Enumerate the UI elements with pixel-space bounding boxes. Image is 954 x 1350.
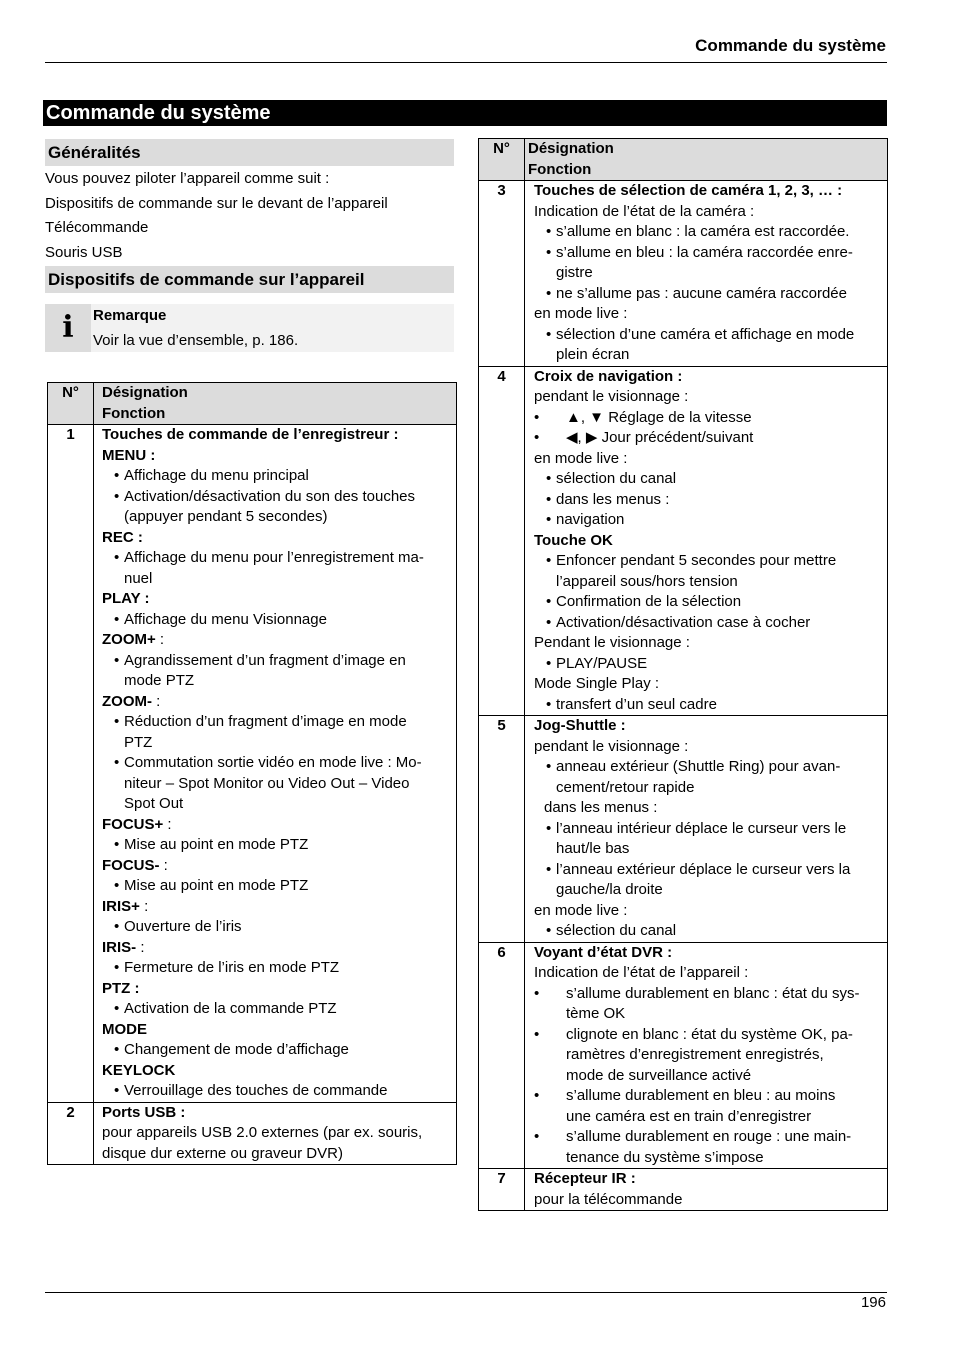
bullet-item: • Réduction d’un fragment d’image en mode — [102, 712, 456, 733]
bullet-item: • Confirmation de la sélection — [534, 592, 887, 613]
row-content — [525, 181, 888, 367]
bullet-continuation: nuel — [124, 569, 153, 587]
row-number: 1 — [48, 425, 94, 1103]
bullet-item: • clignote en blanc : état du système OK, pa- — [534, 1025, 887, 1046]
table-row — [479, 181, 888, 367]
bullet-continuation: une caméra est en train d’enregistrer — [566, 1107, 812, 1125]
item-text: pour appareils USB 2.0 externes (par ex. souris, — [102, 1124, 423, 1141]
bullet-item: • Activation/désactivation du son des touches — [102, 487, 456, 508]
bullet-continuation: plein écran — [556, 346, 630, 363]
item-heading: PTZ : — [102, 979, 140, 997]
item-heading: MODE — [102, 1020, 147, 1038]
item-heading — [102, 815, 456, 836]
item-heading — [102, 938, 456, 959]
item-text: en mode live : — [534, 305, 628, 322]
row-number: 2 — [48, 1102, 94, 1165]
bullet-item: • anneau extérieur (Shuttle Ring) pour avan- — [534, 757, 887, 778]
bullet-item: • sélection du canal — [534, 921, 887, 942]
item-heading — [102, 856, 456, 877]
bullet-continuation: mode PTZ — [124, 672, 195, 689]
item-heading: REC : — [102, 528, 143, 546]
item-text: Indication de l’état de la caméra : — [534, 202, 755, 220]
generalites-line: Souris USB — [45, 244, 123, 261]
item-heading — [102, 692, 456, 713]
item-text: Pendant le visionnage : — [534, 634, 690, 651]
bullet-continuation: niteur – Spot Monitor ou Video Out – Video — [124, 774, 410, 792]
bullet-continuation: gauche/la droite — [556, 881, 663, 898]
item-text: pendant le visionnage : — [534, 388, 689, 405]
header-number: N° — [479, 139, 525, 181]
controls-table-right — [478, 138, 888, 1211]
bullet-continuation: (appuyer pendant 5 secondes) — [124, 508, 328, 525]
row-content — [94, 1102, 457, 1165]
item-heading: Touches de sélection de caméra 1, 2, 3, … : — [534, 182, 843, 199]
item-heading — [102, 630, 456, 651]
bullet-item: • l’anneau intérieur déplace le curseur vers le — [534, 819, 887, 840]
item-keyword: ZOOM- — [102, 692, 152, 710]
header-rule — [45, 62, 887, 63]
row-number: 3 — [479, 181, 525, 367]
table-row — [479, 366, 888, 716]
controls-table-left — [47, 382, 457, 1165]
item-heading: Touche OK — [534, 531, 613, 549]
bullet-continuation: mode de surveillance activé — [566, 1066, 752, 1084]
item-text: pour la télécommande — [534, 1190, 683, 1208]
bullet-item: • s’allume en bleu : la caméra raccordée enre- — [534, 243, 887, 264]
subhead-dispositifs-label: Dispositifs de commande sur l’appareil — [48, 270, 365, 289]
item-text: disque dur externe ou graveur DVR) — [102, 1144, 343, 1162]
header-fonction: Fonction — [102, 404, 166, 422]
bullet-item: • transfert d’un seul cadre — [534, 695, 887, 716]
bullet-item: • Affichage du menu Visionnage — [102, 610, 456, 631]
item-text: Mode Single Play : — [534, 675, 660, 692]
item-text: Indication de l’état de l’appareil : — [534, 964, 749, 981]
row-content — [525, 716, 888, 943]
item-heading: Croix de navigation : — [534, 367, 683, 385]
generalites-line: Dispositifs de commande sur le devant de l’appareil — [45, 195, 388, 212]
bullet-item: • Activation de la commande PTZ — [102, 999, 456, 1020]
bullet-continuation: gistre — [556, 264, 593, 281]
row-number: 5 — [479, 716, 525, 943]
bullet-item: • Mise au point en mode PTZ — [102, 835, 456, 856]
table-row — [479, 1169, 888, 1211]
header-fonction: Fonction — [528, 160, 592, 178]
note-title: Remarque — [93, 307, 167, 324]
item-keyword: IRIS+ — [102, 897, 140, 915]
bullet-continuation: tème OK — [566, 1005, 626, 1022]
bullet-item: • PLAY/PAUSE — [534, 654, 887, 675]
bullet-continuation: cement/retour rapide — [556, 778, 695, 796]
item-text: pendant le visionnage : — [534, 737, 689, 755]
table-header-row — [479, 139, 888, 181]
bullet-item: • Changement de mode d’affichage — [102, 1040, 456, 1061]
bullet-continuation: PTZ — [124, 733, 153, 751]
row-number: 7 — [479, 1169, 525, 1211]
row-content — [525, 942, 888, 1169]
bullet-item: • Affichage du menu pour l’enregistrement ma- — [102, 548, 456, 569]
row-number: 6 — [479, 942, 525, 1169]
item-heading: KEYLOCK — [102, 1061, 176, 1079]
subhead-dispositifs — [45, 266, 454, 293]
item-heading — [102, 897, 456, 918]
section-title: Commande du système — [46, 102, 271, 124]
item-keyword: FOCUS+ — [102, 815, 164, 833]
item-text: en mode live : — [534, 449, 628, 467]
bullet-continuation: ramètres d’enregistrement enregistrés, — [566, 1046, 824, 1063]
table-row — [479, 716, 888, 943]
header-designation-fonction — [525, 139, 888, 181]
bullet-item: • s’allume durablement en blanc : état du sys- — [534, 984, 887, 1005]
generalites-line: Vous pouvez piloter l’appareil comme suit : — [45, 170, 330, 187]
bullet-item: • ▲, ▼ Réglage de la vitesse — [534, 408, 887, 429]
item-keyword: IRIS- — [102, 938, 137, 956]
bullet-item: • s’allume en blanc : la caméra est raccordée. — [534, 222, 887, 243]
header-designation: Désignation — [528, 140, 614, 157]
bullet-item: • l’anneau extérieur déplace le curseur vers la — [534, 860, 887, 881]
header-number: N° — [48, 383, 94, 425]
item-heading: MENU : — [102, 446, 156, 464]
note-text: Voir la vue d’ensemble, p. 186. — [93, 332, 299, 349]
section-title-bar — [43, 100, 887, 126]
item-keyword-suffix: : — [159, 856, 168, 874]
item-keyword-suffix: : — [155, 631, 165, 648]
running-header-title: Commande du système — [695, 36, 886, 55]
bullet-item: • Mise au point en mode PTZ — [102, 876, 456, 897]
item-heading: Voyant d’état DVR : — [534, 943, 673, 961]
header-designation: Désignation — [102, 384, 188, 401]
table-row — [479, 942, 888, 1169]
bullet-item: • Fermeture de l’iris en mode PTZ — [102, 958, 456, 979]
item-keyword: FOCUS- — [102, 856, 160, 874]
page-number: 196 — [860, 1294, 886, 1311]
item-keyword: ZOOM+ — [102, 631, 156, 648]
row-content — [94, 425, 457, 1103]
bullet-item: • Enfoncer pendant 5 secondes pour mettre — [534, 551, 887, 572]
row-content — [525, 1169, 888, 1211]
bullet-item: • Affichage du menu principal — [102, 466, 456, 487]
item-keyword-suffix: : — [163, 815, 172, 833]
footer-rule — [45, 1292, 887, 1293]
table-row — [48, 425, 457, 1103]
row-number: 4 — [479, 366, 525, 716]
item-keyword-suffix: : — [139, 897, 149, 915]
item-heading: Touches de commande de l’enregistreur : — [102, 426, 399, 443]
bullet-item: • s’allume durablement en rouge : une main- — [534, 1127, 887, 1148]
generalites-line: Télécommande — [45, 219, 149, 236]
table-header-row — [48, 383, 457, 425]
bullet-continuation: tenance du système s’impose — [566, 1148, 764, 1166]
header-designation-fonction — [94, 383, 457, 425]
table-row — [48, 1102, 457, 1165]
bullet-item: • dans les menus : — [534, 490, 887, 511]
bullet-item: • Activation/désactivation case à cocher — [534, 613, 887, 634]
row-content — [525, 366, 888, 716]
info-icon: i — [45, 304, 91, 352]
bullet-item: • Agrandissement d’un fragment d’image en — [102, 651, 456, 672]
bullet-item: • sélection du canal — [534, 469, 887, 490]
item-text: en mode live : — [534, 901, 628, 919]
note-box — [45, 304, 454, 352]
item-keyword-suffix: : — [136, 938, 145, 956]
item-heading: Ports USB : — [102, 1103, 186, 1121]
item-keyword-suffix: : — [152, 692, 161, 710]
item-heading: PLAY : — [102, 590, 150, 607]
bullet-item: • navigation — [534, 510, 887, 531]
bullet-item: • Verrouillage des touches de commande — [102, 1081, 456, 1102]
subhead-generalites-label: Généralités — [48, 143, 141, 162]
bullet-continuation: haut/le bas — [556, 840, 630, 857]
bullet-item: • Ouverture de l’iris — [102, 917, 456, 938]
bullet-continuation: Spot Out — [124, 795, 184, 812]
item-text: dans les menus : — [544, 799, 658, 816]
bullet-item: • ◀, ▶ Jour précédent/suivant — [534, 428, 887, 449]
bullet-item: • ne s’allume pas : aucune caméra raccordée — [534, 284, 887, 305]
bullet-continuation: l’appareil sous/hors tension — [556, 572, 738, 590]
subhead-generalites — [45, 139, 454, 166]
bullet-item: • Commutation sortie vidéo en mode live : Mo- — [102, 753, 456, 774]
bullet-item: • s’allume durablement en bleu : au moins — [534, 1086, 887, 1107]
item-heading: Récepteur IR : — [534, 1170, 636, 1187]
item-heading: Jog-Shuttle : — [534, 717, 626, 734]
bullet-item: • sélection d’une caméra et affichage en mode — [534, 325, 887, 346]
